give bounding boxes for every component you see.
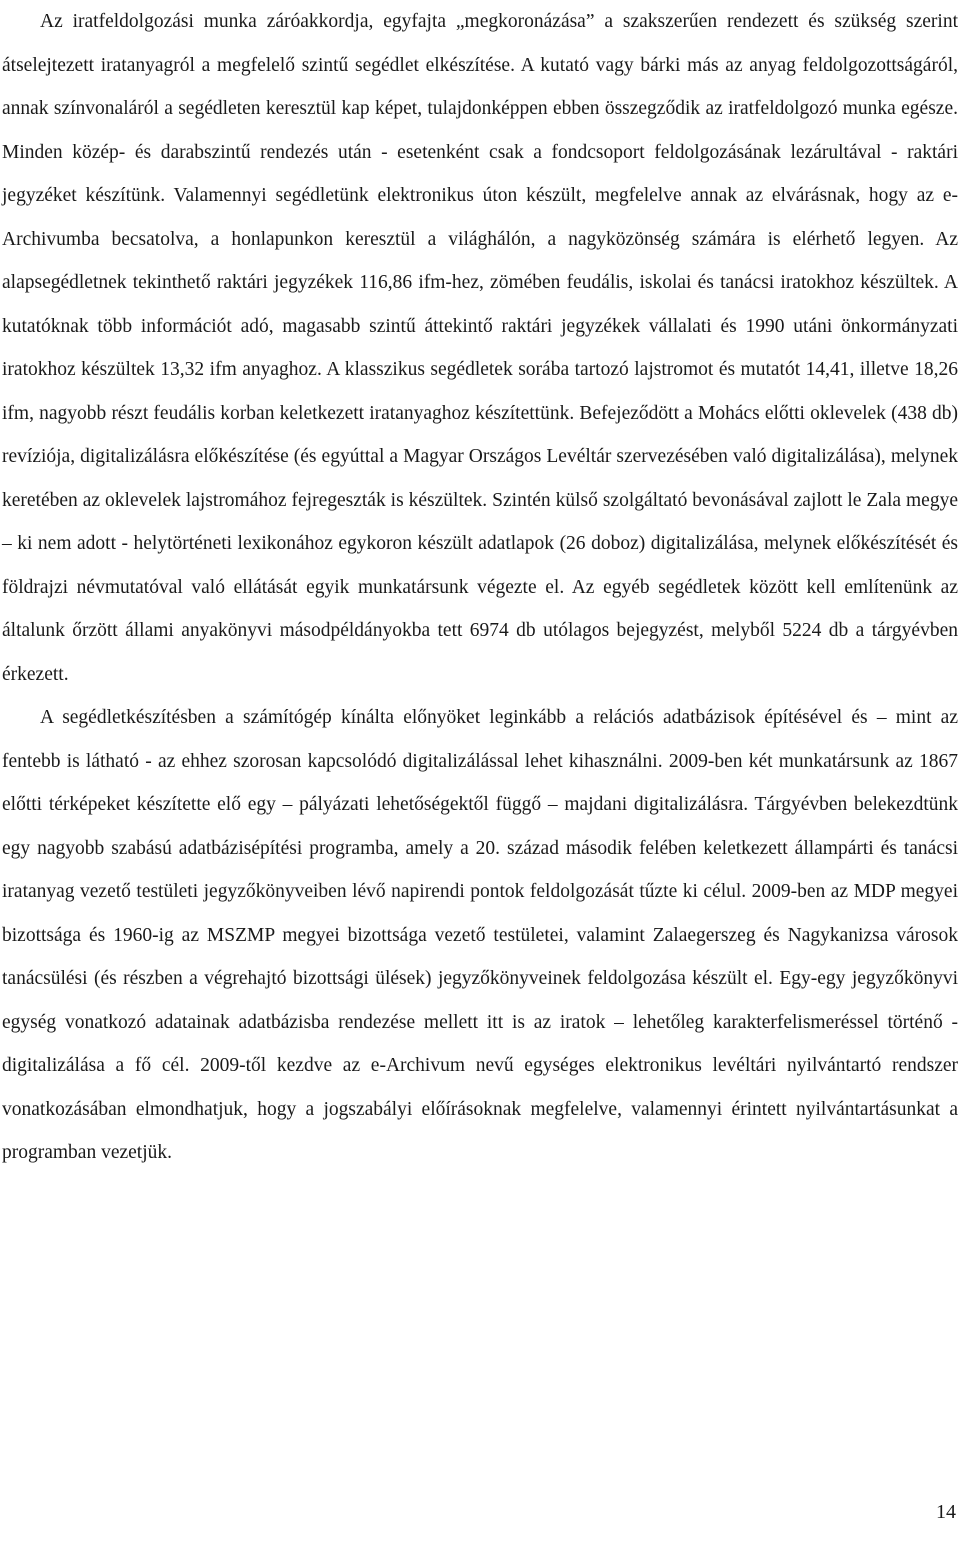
paragraph-1: Az iratfeldolgozási munka záróakkordja, egyfajta „megkoronázása” a szakszerűen rendezett és szükség szerint átselejtezett iratanyagról a megfelelő szintű segédlet elkészítése. A kutató vagy bárki más az anyag feldolgozottságáról, annak színvonaláról a segédleten keresztül kap képet, tulajdonképpen ebben összegződik az iratfeldolgozó munka egésze. Minden közép- és darabszintű rendezés után - esetenként csak a fondcsoport feldolgozásának lezárultával - raktári jegyzéket készítünk. Valamennyi segédletünk elektronikus úton készült, megfelelve annak az elvárásnak, hogy az e-Archivumba becsatolva, a honlapunkon keresztül a világhálón, a nagyközönség számára is elérhető legyen. Az alapsegédletnek tekinthető raktári jegyzékek 116,86 ifm-hez, zömében feudális, iskolai és tanácsi iratokhoz készültek. A kutatóknak több információt adó, magasabb szintű áttekintő raktári jegyzékek vállalati és 1990 utáni önkormányzati iratokhoz készültek 13,32 ifm anyaghoz. A klasszikus segédletek sorába tartozó lajstromot és mutatót 14,41, illetve 18,26 ifm, nagyobb részt feudális korban keletkezett iratanyaghoz készítettünk. Befejeződött a Mohács előtti oklevelek (438 db) revíziója, digitalizálásra előkészítése (és egyúttal a Magyar Országos Levéltár szervezésében való digitalizálása), melynek keretében az oklevelek lajstromához fejregeszták is készültek. Szintén külső szolgáltató bevonásával zajlott le Zala megye – ki nem adott - helytörténeti lexikonához egykoron készült adatlapok (26 doboz) digitalizálása, melynek előkészítését és földrajzi névmutatóval való ellátását egyik munkatársunk végezte el. Az egyéb segédletek között kell említenünk az általunk őrzött állami anyakönyvi másodpéldányokba tett 6974 db utólagos bejegyzést, melyből 5224 db a tárgyévben érkezett.	[2, 11, 958, 685]
page-number: 14	[936, 1501, 956, 1523]
paragraph-2: A segédletkészítésben a számítógép kínálta előnyöket leginkább a relációs adatbázisok építésével és – mint az fentebb is látható - az ehhez szorosan kapcsolódó digitalizálással lehet kihasználni. 2009-ben két munkatársunk az 1867 előtti térképeket készítette elő egy – pályázati lehetőségektől függő – majdani digitalizálásra. Tárgyévben belekezdtünk egy nagyobb szabású adatbázisépítési programba, amely a 20. század második felében keletkezett állampárti és tanácsi iratanyag vezető testületi jegyzőkönyveiben lévő napirendi pontok feldolgozását tűzte ki célul. 2009-ben az MDP megyei bizottsága és 1960-ig az MSZMP megyei bizottsága vezető testületei, valamint Zalaegerszeg és Nagykanizsa városok tanácsülési (és részben a végrehajtó bizottsági ülések) jegyzőkönyveinek feldolgozása készült el. Egy-egy jegyzőkönyvi egység vonatkozó adatainak adatbázisba rendezése mellett itt is az iratok – lehetőleg karakterfelismeréssel történő - digitalizálása a fő cél. 2009-től kezdve az e-Archivum nevű egységes elektronikus levéltári nyilvántartó rendszer vonatkozásában elmondhatjuk, hogy a jogszabályi előírásoknak megfelelve, valamennyi érintett nyilvántartásunkat a programban vezetjük.	[2, 707, 958, 1163]
body-text	[2, 0, 958, 1175]
